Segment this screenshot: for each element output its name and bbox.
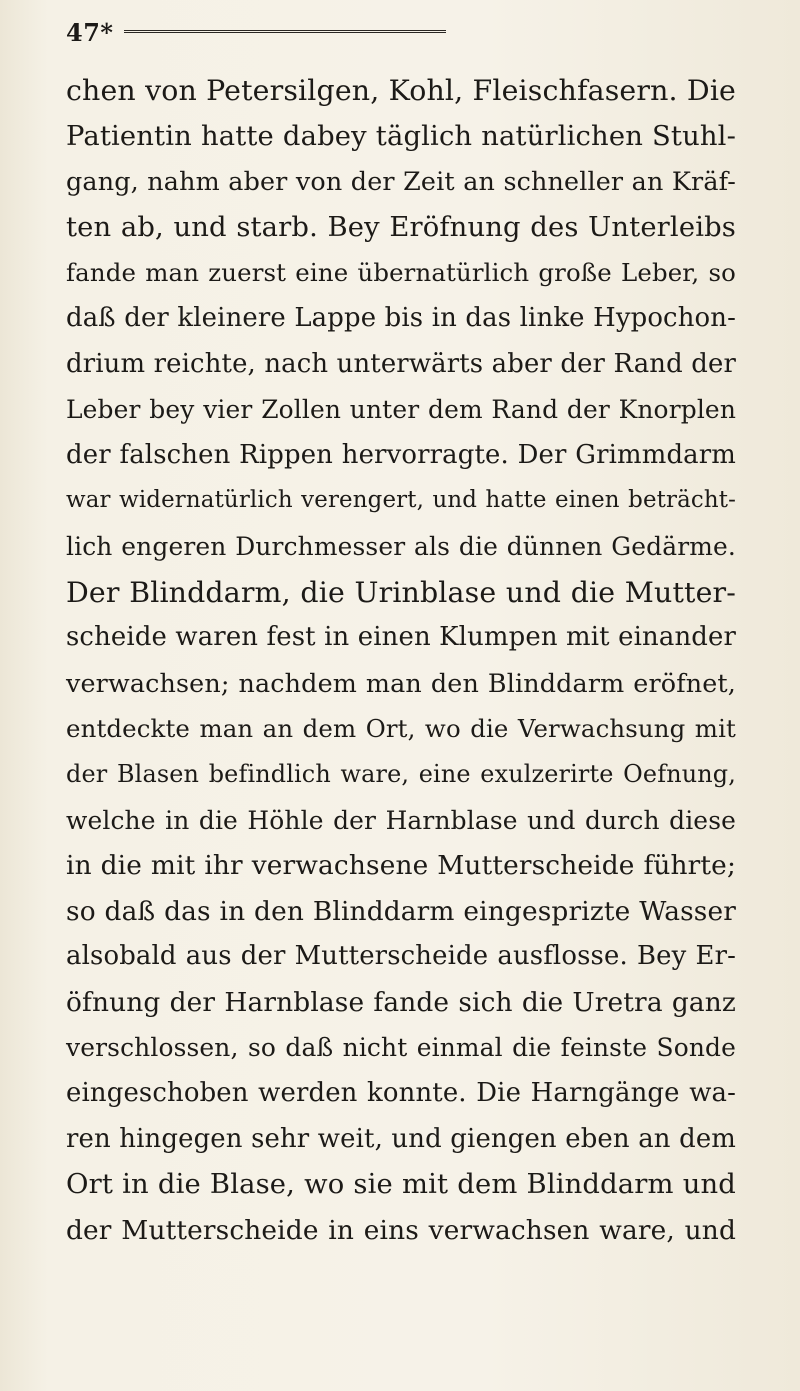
body-text [66, 68, 736, 1253]
text-line: der falschen Rippen hervorragte. Der Grimmdarm [66, 439, 736, 470]
text-line: entdeckte man an dem Ort, wo die Verwachsung mit [66, 714, 736, 744]
text-line: der Blasen befindlich ware, eine exulzerirte Oefnung, [66, 759, 736, 788]
text-line: Der Blinddarm, die Urinblase und die Mutter- [66, 575, 736, 609]
page-number: 47* [66, 18, 114, 47]
text-line: alsobald aus der Mutterscheide ausflosse. Bey Er- [66, 941, 736, 972]
text-line: gang, nahm aber von der Zeit an schneller an Kräf- [66, 166, 736, 197]
text-line: so daß das in den Blinddarm eingesprizte Wasser [66, 895, 736, 927]
text-line: verwachsen; nachdem man den Blinddarm eröfnet, [66, 667, 736, 698]
text-line: verschlossen, so daß nicht einmal die feinste Sonde [66, 1033, 736, 1063]
text-line: in die mit ihr verwachsene Mutterscheide führte; [66, 850, 736, 882]
text-line: lich engeren Durchmesser als die dünnen Gedärme. [66, 531, 736, 561]
page-header [66, 18, 726, 58]
text-line: ten ab, und starb. Bey Eröfnung des Unterleibs [66, 211, 736, 243]
text-line: eingeschoben werden konnte. Die Harngänge wa- [66, 1078, 736, 1109]
text-line: der Mutterscheide in eins verwachsen ware, und [66, 1214, 736, 1246]
text-line: drium reichte, nach unterwärts aber der Rand der [66, 348, 736, 379]
text-line: Ort in die Blase, wo sie mit dem Blinddarm und [66, 1169, 736, 1201]
text-line: Patientin hatte dabey täglich natürlichen Stuhl- [66, 120, 736, 152]
text-line: war widernatürlich verengert, und hatte einen beträcht- [66, 487, 736, 514]
header-rule [124, 30, 446, 33]
text-line: öfnung der Harnblase fande sich die Uretra ganz [66, 986, 736, 1018]
text-line: chen von Petersilgen, Kohl, Fleischfasern. Die [66, 74, 736, 107]
text-line: scheide waren fest in einen Klumpen mit einander [66, 622, 736, 653]
text-line: daß der kleinere Lappe bis in das linke Hypochon- [66, 302, 736, 333]
text-line: welche in die Höhle der Harnblase und durch diese [66, 805, 736, 835]
text-line: fande man zuerst eine übernatürlich große Leber, so [66, 258, 736, 288]
text-line: ren hingegen sehr weit, und giengen eben an dem [66, 1123, 736, 1154]
text-line: Leber bey vier Zollen unter dem Rand der Knorplen [66, 395, 736, 425]
